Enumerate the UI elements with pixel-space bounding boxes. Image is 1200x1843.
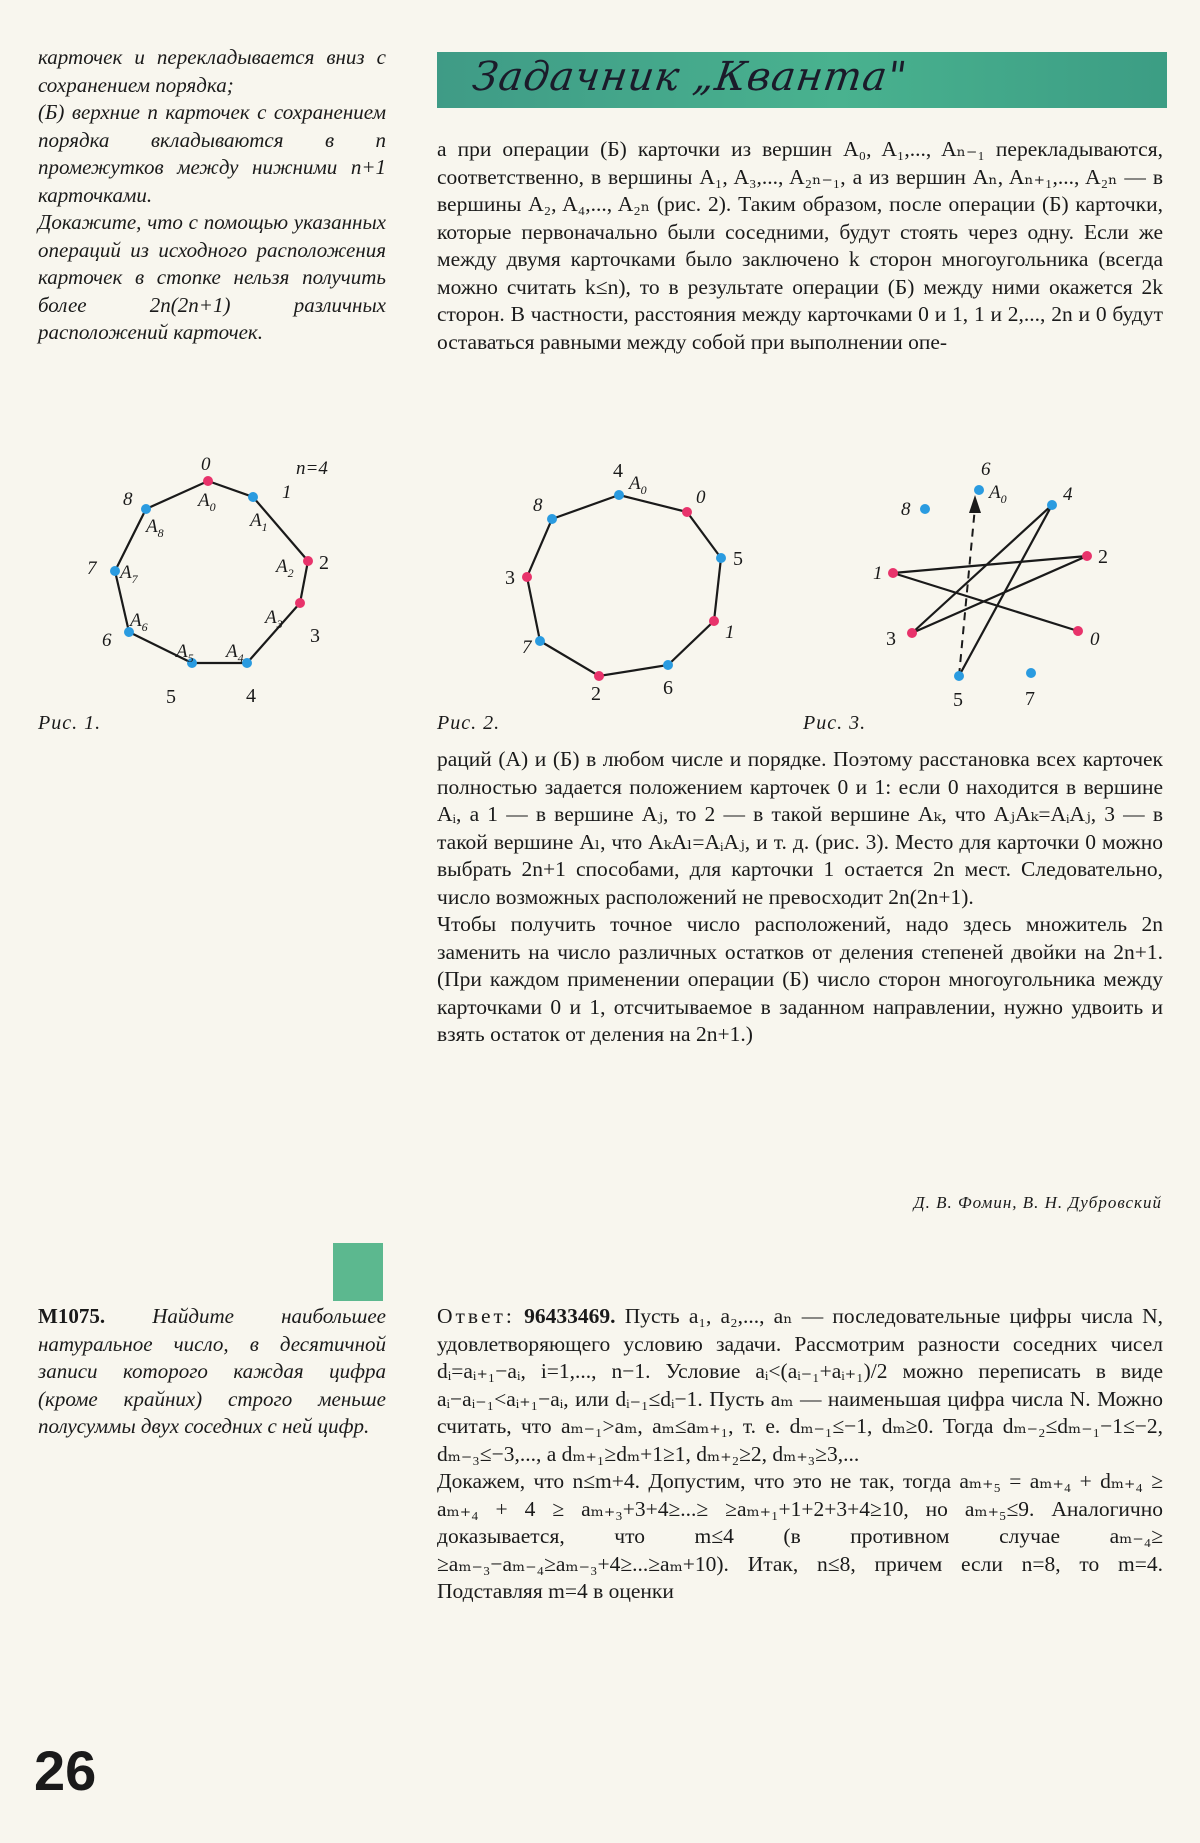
fig1-num-4: 4 — [246, 685, 256, 707]
fig3-caption: Рис. 3. — [803, 712, 867, 734]
right-column-mid — [437, 746, 1163, 1049]
fig2-vertex-label: $A_0$ — [629, 473, 647, 497]
fig3-vertex-label: $A_0$ — [989, 482, 1007, 506]
svg-text:A2: $A_2$ — [276, 556, 294, 580]
fig3-num-8: 8 — [901, 499, 911, 520]
left-text-p2: (Б) верхние n карточек с сохранением порядка вкладываются в n промежутков между нижними n+1 карточками. — [38, 100, 386, 207]
fig3-dot-1 — [888, 568, 898, 578]
fig3-dot-4 — [1047, 500, 1057, 510]
fig1-num-8: 8 — [123, 489, 133, 510]
fig2-dot-3 — [522, 572, 532, 582]
problem-block — [38, 1303, 386, 1441]
fig1-dot-3 — [295, 598, 305, 608]
fig2-num-6: 6 — [663, 677, 673, 699]
figure-1 — [60, 448, 380, 718]
solution-p1 — [437, 1303, 1163, 1468]
fig3-dot-6 — [974, 485, 984, 495]
fig3-num-3: 3 — [886, 628, 896, 650]
fig2-num-7: 7 — [522, 637, 532, 658]
fig3-num-4: 4 — [1063, 484, 1073, 505]
fig1-caption: Рис. 1. — [38, 712, 102, 734]
fig1-num-3: 3 — [310, 625, 320, 647]
left-text-p1: карточек и перекладывается вниз с сохранением порядка; — [38, 45, 386, 97]
fig1-num-1: 1 — [282, 482, 292, 503]
svg-text:A4: $A_4$ — [226, 641, 244, 665]
fig2-num-3: 3 — [505, 567, 515, 589]
fig2-num-2: 2 — [591, 683, 601, 705]
fig3-num-7: 7 — [1025, 688, 1035, 710]
fig3-num-5: 5 — [953, 689, 963, 711]
answer-value: 96433469. — [524, 1304, 616, 1328]
figure-2 — [495, 455, 755, 715]
fig2-num-0: 0 — [696, 487, 706, 508]
fig3-dot-7 — [1026, 668, 1036, 678]
solution-p2: Докажем, что n≤m+4. Допустим, что это не так, тогда aₘ₊₅ = aₘ₊₄ + dₘ₊₄ ≥ aₘ₊₄ + 4 ≥ aₘ₊₃+3+4≥...≥ ≥aₘ₊₁+1+2+3+4≥10, но aₘ₊₅≤9. Аналогично доказывается, что m≤4 (в противном случае aₘ₋₄≥ ≥aₘ₋₃−aₘ₋₄≥aₘ₋₃+4≥...≥aₘ+10). Итак, n≤8, причем если n=8, то m=4. Подставляя m=4 в оценки — [437, 1469, 1163, 1603]
problem-text: Найдите наибольшее натуральное число, в десятичной записи которого каждая цифра (кроме крайних) строго меньше полусуммы двух соседних с ней цифр. — [38, 1304, 386, 1438]
fig3-num-6: 6 — [981, 459, 991, 480]
fig1-dot-8 — [141, 504, 151, 514]
svg-text:A3: $A_3$ — [265, 607, 283, 631]
fig1-dot-1 — [248, 492, 258, 502]
problem-id: М1075. — [38, 1304, 106, 1328]
answer-label: Ответ: — [437, 1304, 515, 1328]
right-mid-p2: Чтобы получить точное число расположений, надо здесь множитель 2n заменить на число различных остатков от деления степеней двойки на 2n+1. (При каждом применении операции (Б) число сторон многоугольника между карточками 0 и 1, отсчитываемое в заданном направлении, нужно удвоить и взять остаток от деления на 2n+1.) — [437, 912, 1163, 1046]
fig3-num-2: 2 — [1098, 546, 1108, 568]
right-column-top — [437, 136, 1163, 356]
fig2-num-4: 4 — [613, 460, 623, 482]
fig1-num-0: 0 — [201, 454, 211, 475]
fig2-caption: Рис. 2. — [437, 712, 501, 734]
fig3-num-1: 1 — [873, 563, 883, 584]
fig2-dot-4 — [614, 490, 624, 500]
fig1-num-6: 6 — [102, 630, 112, 651]
fig3-dot-8 — [920, 504, 930, 514]
section-marker-square — [333, 1243, 383, 1301]
svg-text:A1: $A_1$ — [250, 510, 268, 534]
fig2-dot-8 — [547, 514, 557, 524]
figure-3 — [865, 455, 1165, 715]
fig1-vertex-label: $A_0$ — [198, 490, 216, 514]
fig2-num-8: 8 — [533, 495, 543, 516]
page-number: 26 — [34, 1739, 97, 1802]
fig1-num-5: 5 — [166, 686, 176, 708]
fig3-dot-0 — [1073, 626, 1083, 636]
solution-block — [437, 1303, 1163, 1606]
right-mid-p1: раций (А) и (Б) в любом числе и порядке. Поэтому расстановка всех карточек полностью задается положением карточек 0 и 1: если 0 находится в вершине Aᵢ, а 1 — в вершине Aⱼ, то 2 — в такой вершине Aₖ, что AⱼAₖ=AᵢAⱼ, 3 — в такой вершине Aₗ, что AₖAₗ=AᵢAⱼ, и т. д. (рис. 3). Место для карточки 0 можно выбрать 2n+1 способами, для карточки 1 остается 2n мест. Следовательно, число возможных расположений не превосходит 2n(2n+1). — [437, 747, 1163, 909]
solution-text-1: Пусть a₁, a₂,..., aₙ — последовательные цифры числа N, удовлетворяющего условию задачи. Рассмотрим разности соседних чисел dᵢ=aᵢ₊₁−aᵢ, i=1,..., n−1. Условие aᵢ<(aᵢ₋₁+aᵢ₊₁)/2 можно переписать в виде aᵢ−aᵢ₋₁<aᵢ₊₁−aᵢ, или dᵢ₋₁≤dᵢ−1. Пусть aₘ — наименьшая цифра числа N. Можно считать, что aₘ₋₁>aₘ, aₘ≤aₘ₊₁, т. е. dₘ₋₁≤−1, dₘ≥0. Тогда dₘ₋₂≤dₘ₋₁−1≤−2, dₘ₋₃≤−3,..., а dₘ₊₁≥dₘ+1≥1, dₘ₊₂≥2, dₘ₊₃≥3,... — [437, 1304, 1164, 1466]
right-text-p1: а при операции (Б) карточки из вершин A₀, A₁,..., Aₙ₋₁ перекладываются, соответственно, в вершины A₁, A₃,..., A₂ₙ₋₁, а из вершин Aₙ, Aₙ₊₁,..., A₂ₙ — в вершины A₂, A₄,..., A₂ₙ (рис. 2). Таким образом, после операции (Б) карточки, которые первоначально были соседними, будут стоять через одну. Если же между двумя карточками было заключено k сторон многоугольника (всегда можно считать k≤n), то в результате операции (Б) между ними окажется 2k сторон. В частности, расстояния между карточками 0 и 1, 1 и 2,..., 2n и 0 будут оставаться равными между собой при выполнении опе- — [437, 137, 1163, 354]
left-text-p3: Докажите, что с помощью указанных операций из исходного расположения карточек в стопке нельзя получить более 2n(2n+1) различных расположений карточек. — [38, 210, 386, 344]
fig2-dot-7 — [535, 636, 545, 646]
fig1-dot-2 — [303, 556, 313, 566]
fig3-num-0: 0 — [1090, 629, 1100, 650]
fig2-dot-0 — [682, 507, 692, 517]
fig2-num-1: 1 — [725, 622, 735, 643]
fig2-num-5: 5 — [733, 548, 743, 570]
fig1-dot-0 — [203, 476, 213, 486]
authors-signature: Д. В. Фомин, В. Н. Дубровский — [913, 1193, 1162, 1212]
svg-text:A6: $A_6$ — [130, 610, 148, 634]
fig3-dot-5 — [954, 671, 964, 681]
fig1-dot-7 — [110, 566, 120, 576]
fig2-dot-5 — [716, 553, 726, 563]
fig3-dot-2 — [1082, 551, 1092, 561]
header-banner — [437, 52, 1167, 108]
svg-text:A8: $A_8$ — [146, 516, 164, 540]
fig2-dot-1 — [709, 616, 719, 626]
fig2-dot-6 — [663, 660, 673, 670]
banner-title: Задачник „Кванта" — [469, 54, 911, 100]
fig1-num-7: 7 — [87, 558, 97, 579]
fig1-n-label: n=4 — [296, 458, 328, 479]
fig3-dot-3 — [907, 628, 917, 638]
svg-text:A7: $A_7$ — [120, 562, 138, 586]
left-column-top — [38, 44, 386, 347]
fig2-dot-2 — [594, 671, 604, 681]
svg-text:A5: $A_5$ — [176, 641, 194, 665]
fig1-num-2: 2 — [319, 552, 329, 574]
